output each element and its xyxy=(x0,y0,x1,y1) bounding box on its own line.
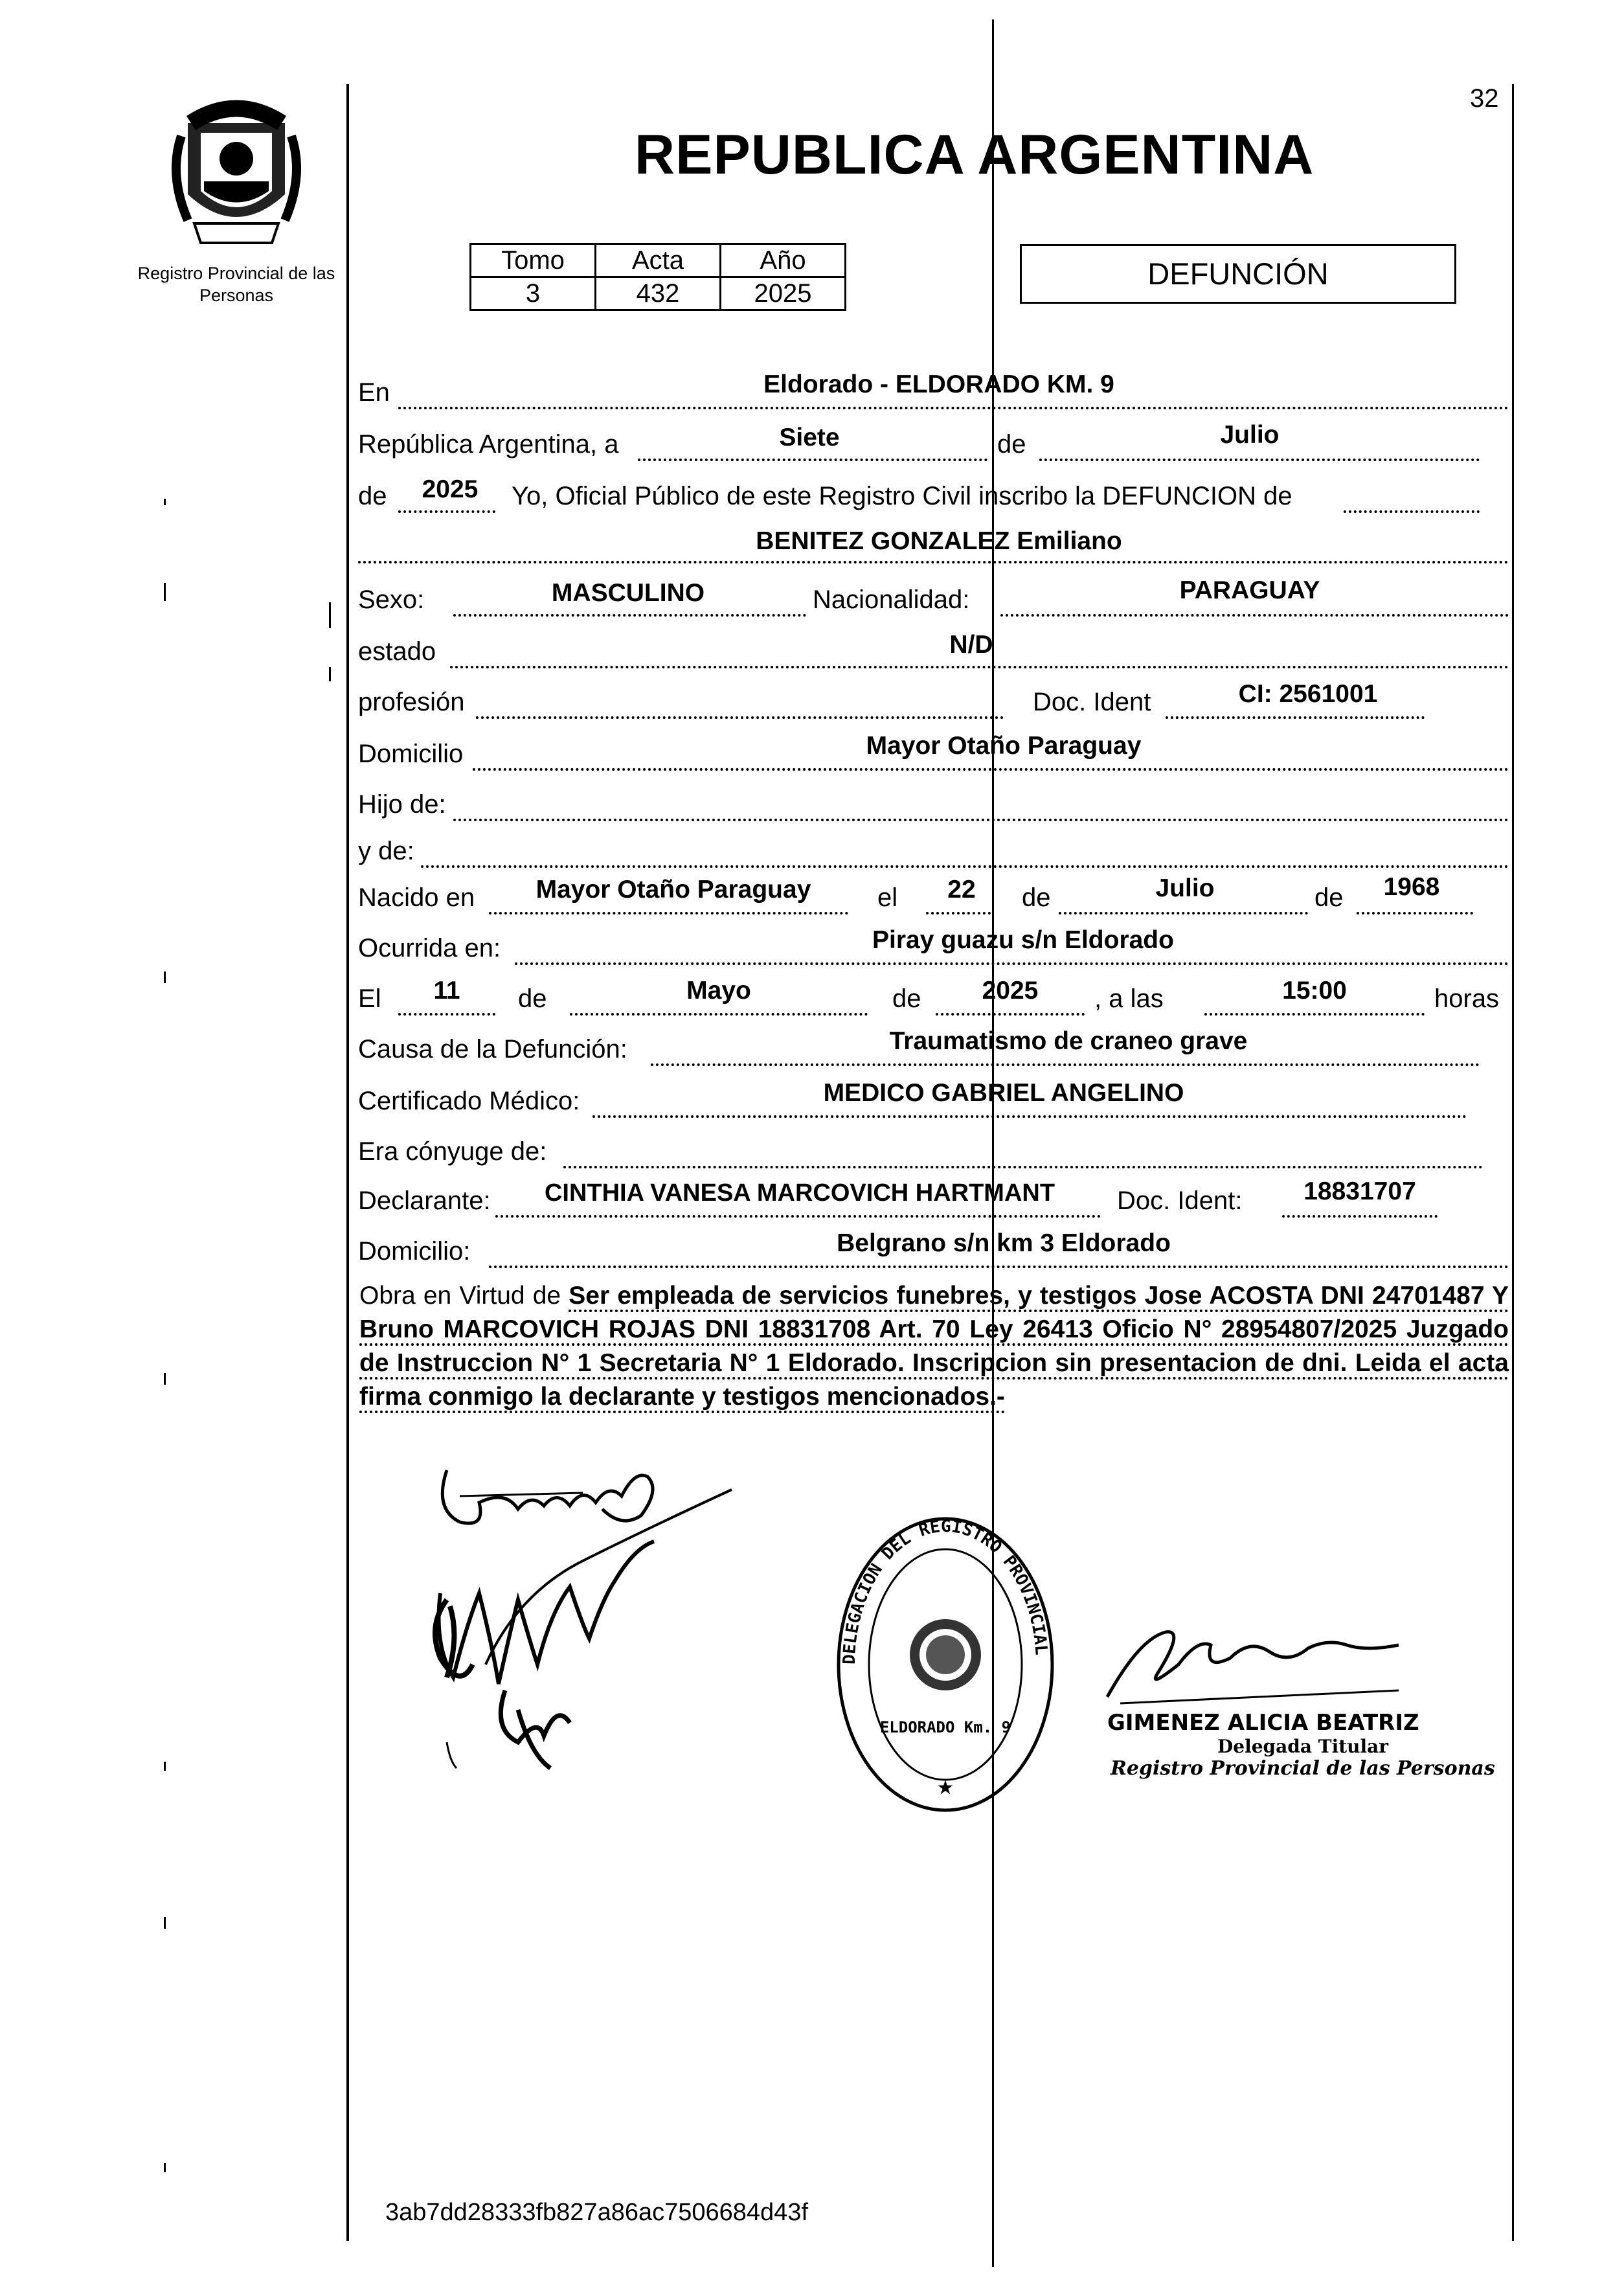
registrar-org: Registro Provincial de las Personas xyxy=(1111,1757,1495,1780)
label-nacido-en: Nacido en xyxy=(358,883,475,912)
registrar-block xyxy=(1107,1710,1495,1780)
label-causa: Causa de la Defunción: xyxy=(358,1035,627,1063)
label-obra: Obra en Virtud de xyxy=(359,1282,561,1310)
label-domicilio-2: Domicilio: xyxy=(358,1237,471,1266)
act-table xyxy=(469,243,846,311)
value-def-hora: 15:00 xyxy=(1282,977,1347,1005)
act-value-acta: 432 xyxy=(596,277,721,310)
label-profesion: profesión xyxy=(358,688,465,716)
label-sexo: Sexo: xyxy=(358,585,425,614)
value-certificado: MEDICO GABRIEL ANGELINO xyxy=(823,1079,1184,1107)
registrar-role: Delegada Titular xyxy=(1217,1736,1389,1757)
value-nac-dia: 22 xyxy=(947,876,976,903)
value-mes: Julio xyxy=(1220,421,1280,449)
value-nac-anio: 1968 xyxy=(1383,873,1440,901)
value-def-mes: Mayo xyxy=(686,977,751,1005)
value-declarante-domicilio: Belgrano s/n km 3 Eldorado xyxy=(837,1229,1171,1257)
value-lugar: Eldorado - ELDORADO KM. 9 xyxy=(763,370,1114,398)
label-horas: horas xyxy=(1434,984,1500,1013)
label-ocurrida-en: Ocurrida en: xyxy=(358,934,501,962)
label-estado: estado xyxy=(358,637,436,666)
act-header-tomo: Tomo xyxy=(471,244,596,277)
label-y-de: y de: xyxy=(358,837,414,865)
label-de-6: de xyxy=(892,984,921,1013)
official-stamp xyxy=(829,1509,1062,1820)
label-de-3: de xyxy=(1022,883,1051,912)
label-republica: República Argentina, a xyxy=(358,430,619,459)
center-fold-line xyxy=(992,19,994,2267)
registrar-name: GIMENEZ ALICIA BEATRIZ xyxy=(1107,1710,1419,1736)
label-en: En xyxy=(358,378,390,407)
value-estado: N/D xyxy=(949,631,993,659)
value-sexo: MASCULINO xyxy=(551,579,705,607)
value-anio: 2025 xyxy=(422,475,479,503)
declarant-signatures xyxy=(421,1431,758,1794)
label-a-las: , a las xyxy=(1094,984,1164,1013)
act-value-anio: 2025 xyxy=(721,277,846,310)
value-nac-mes: Julio xyxy=(1155,874,1215,902)
page-number: 32 xyxy=(1470,84,1499,113)
label-de-2: de xyxy=(358,482,387,510)
document-hash: 3ab7dd28333fb827a86ac7506684d43f xyxy=(385,2199,808,2226)
value-declarante: CINTHIA VANESA MARCOVICH HARTMANT xyxy=(544,1179,1055,1207)
stamp-inner-text: ELDORADO Km. 9 xyxy=(879,1718,1011,1736)
stamp-text: DELEGACION DEL REGISTRO PROVINCIAL xyxy=(839,1516,1051,1665)
document-type-box: DEFUNCIÓN xyxy=(1020,244,1456,304)
value-ocurrida-en: Piray guazu s/n Eldorado xyxy=(872,926,1174,954)
label-el-cap: El xyxy=(358,984,381,1013)
registry-name: Registro Provincial de las Personas xyxy=(137,264,335,305)
value-dia-letras: Siete xyxy=(779,424,840,451)
value-obra-texto: Ser empleada de servicios funebres, y testigos Jose ACOSTA DNI 24701487 Y Bruno MARCOVICH ROJAS DNI 18831708 Art. 70 Ley 26413 Oficio N° 28954807/2025 Juzgado de Instruccion N° 1 Secretaria N° 1 Eldorado. Inscripcion sin presentacion de dni. Leida el acta firma conmigo la declarante y testigos mencionados.- xyxy=(359,1282,1509,1413)
value-doc-ident: CI: 2561001 xyxy=(1238,680,1378,708)
label-domicilio: Domicilio xyxy=(358,740,464,768)
act-header-anio: Año xyxy=(721,244,846,277)
value-declarante-doc: 18831707 xyxy=(1303,1177,1416,1205)
value-nacido-en: Mayor Otaño Paraguay xyxy=(536,876,811,903)
label-el: el xyxy=(877,883,898,912)
obra-en-virtud xyxy=(359,1279,1509,1414)
label-hijo-de: Hijo de: xyxy=(358,790,446,819)
value-nombre: BENITEZ GONZALEZ Emiliano xyxy=(756,527,1122,555)
label-conyuge: Era cónyuge de: xyxy=(358,1137,547,1166)
document-title: REPUBLICA ARGENTINA xyxy=(635,124,1314,186)
registrar-signature xyxy=(1101,1613,1412,1710)
value-domicilio: Mayor Otaño Paraguay xyxy=(866,732,1142,760)
label-certificado: Certificado Médico: xyxy=(358,1087,580,1115)
svg-text:★: ★ xyxy=(936,1777,954,1799)
left-margin-rule xyxy=(346,84,349,2241)
misiones-coat-of-arms xyxy=(162,97,311,253)
label-doc-ident: Doc. Ident xyxy=(1033,688,1151,716)
right-margin-rule xyxy=(1512,84,1514,2241)
label-de-5: de xyxy=(518,984,547,1013)
label-declarante: Declarante: xyxy=(358,1187,491,1215)
value-def-anio: 2025 xyxy=(982,977,1039,1005)
value-def-dia: 11 xyxy=(433,977,460,1005)
act-value-tomo: 3 xyxy=(471,277,596,310)
label-de-4: de xyxy=(1314,883,1344,912)
value-nacionalidad: PARAGUAY xyxy=(1179,576,1320,604)
value-causa: Traumatismo de craneo grave xyxy=(889,1027,1248,1055)
label-de-1: de xyxy=(997,430,1026,459)
act-header-acta: Acta xyxy=(596,244,721,277)
label-doc-ident-2: Doc. Ident: xyxy=(1117,1187,1243,1215)
label-nacionalidad: Nacionalidad: xyxy=(813,585,970,614)
label-yo: Yo, Oficial Público de este Registro Civil inscribo la DEFUNCION de xyxy=(512,482,1292,510)
